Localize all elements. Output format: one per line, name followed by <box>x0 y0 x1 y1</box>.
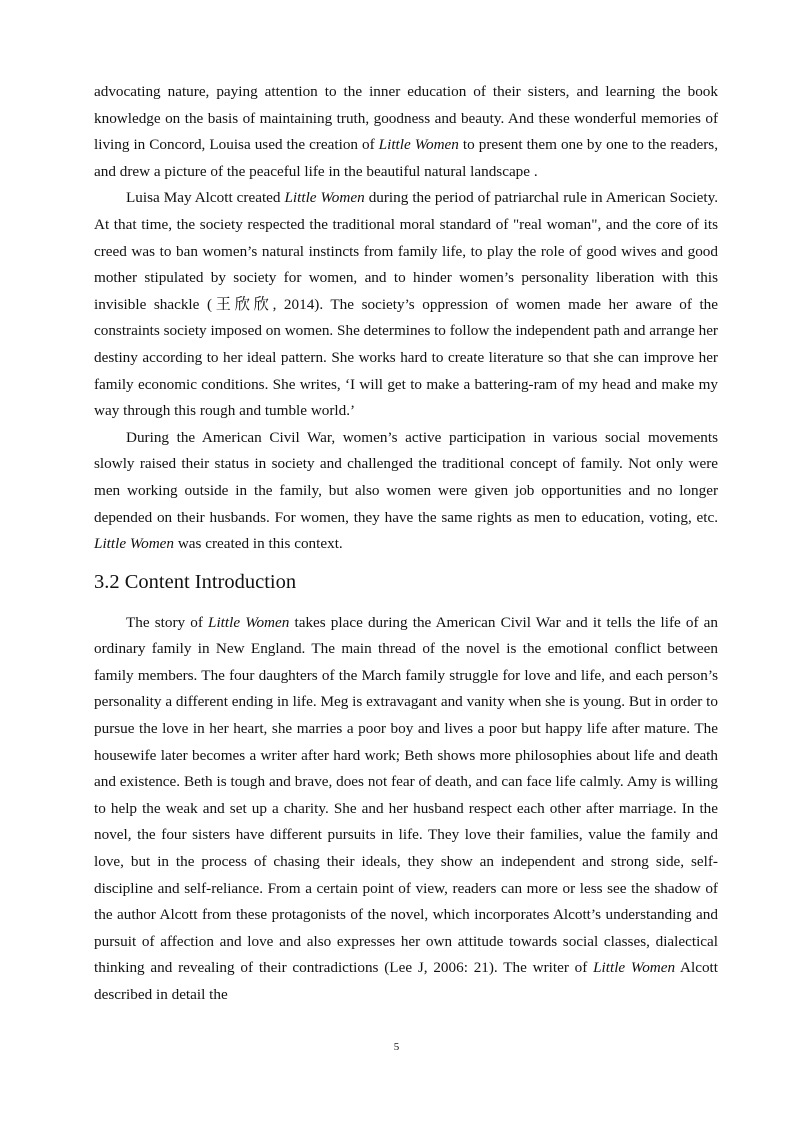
paragraph <box>94 79 718 185</box>
text-run: Alcott described in detail the <box>94 959 718 1003</box>
text-run: The story of <box>126 613 209 631</box>
section-heading: 3.2 Content Introduction <box>94 570 297 593</box>
intro-paragraphs <box>94 79 718 558</box>
paragraph <box>94 185 718 424</box>
italic-title: Little Women <box>208 613 290 631</box>
text-run: to present them one by one to the readers, and drew a picture of the peaceful life in the beautiful natural landscape . <box>94 136 719 180</box>
italic-title: Little Women <box>94 535 175 553</box>
section-paragraphs <box>94 610 718 1009</box>
text-run: takes place during the American Civil War and it tells the life of an ordinary family in New England. The main thread of the novel is the emotional conflict between family members. The four daughters of the March family struggle for love and life, and each person’s personality a different ending in life. Meg is extravagant and vanity when she is young. But in order to pursue the love in her heart, she marries a poor boy and lives a poor but happy life after mature. The housewife later becomes a writer after hard work; Beth shows more philosophies about life and death and existence. Beth is tough and brave, does not fear of death, and can face life calmly. Amy is willing to help the weak and set up a charity. She and her husband respect each other after marriage. In the novel, the four sisters have different pursuits in life. They love their families, value the family and love, but in the process of chasing their ideals, they show an independent and strong side, self-discipline and self-reliance. From a certain point of view, readers can more or less see the shadow of the author Alcott from these protagonists of the novel, which incorporates Alcott’s understanding and pursuit of affection and love and also expresses her own attitude towards social classes, dialectical thinking and revealing of their contradictions (Lee J, 2006: 21). The writer of <box>94 613 719 977</box>
text-run: advocating nature, paying attention to the inner education of their sisters, and learning the book knowledge on the basis of maintaining truth, goodness and beauty. And these wonderful memories of living in Concord, Louisa used the creation of <box>94 83 718 154</box>
text-run: during the period of patriarchal rule in American Society. At that time, the society respected the traditional moral standard of "real woman", and the core of its creed was to ban women’s natural instincts from family life, to play the role of good wives and good mother stipulated by society for women, and to hinder women’s personality liberation with this invisible shackle (王欣欣, 2014). The society’s oppression of women made her aware of the constraints society imposed on women. She determines to follow the independent path and arrange her destiny according to her ideal pattern. She works hard to create literature so that she can improve her family economic conditions. She writes, ‘I will get to make a battering-ram of my head and make my way through this rough and tumble world.’ <box>94 189 718 420</box>
italic-title: Little Women <box>593 959 676 977</box>
italic-title: Little Women <box>284 189 365 207</box>
page-number: 5 <box>393 1041 400 1053</box>
text-run: Luisa May Alcott created <box>126 189 285 207</box>
document-body <box>94 79 718 1009</box>
paragraph <box>94 425 718 558</box>
text-run: During the American Civil War, women’s active participation in various social movements slowly raised their status in society and challenged the traditional concept of family. Not only were men working outside in the family, but also women were given job opportunities and no longer depended on their husbands. For women, they have the same rights as men to education, voting, etc. <box>94 428 718 526</box>
paragraph <box>94 610 718 1009</box>
text-run: was created in this context. <box>174 535 343 553</box>
italic-title: Little Women <box>378 136 459 154</box>
